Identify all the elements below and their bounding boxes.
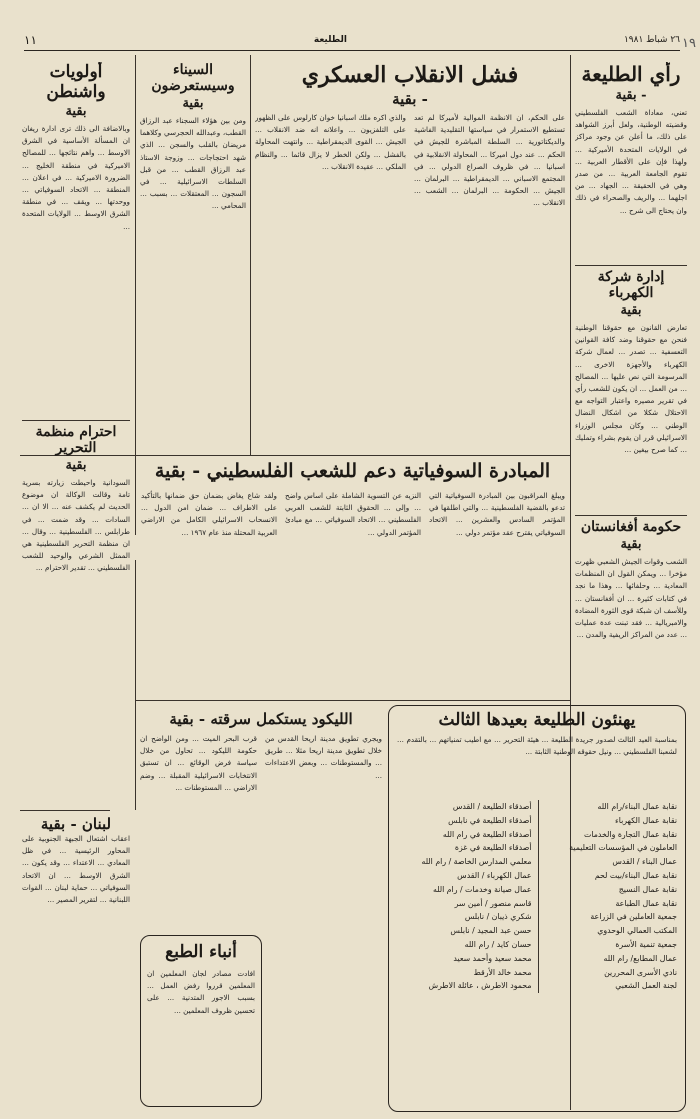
page-header — [24, 30, 680, 51]
congratulations-box — [388, 705, 686, 1112]
list-item: أصدقاء الطليعة / القدس — [452, 802, 532, 811]
list-item: محمد سعيد وأحمد سعيد — [453, 953, 532, 963]
list-item: نقابة عمال الطباعة — [615, 898, 677, 908]
article-title: الليكود يستكمل سرقته - بقية — [169, 710, 353, 728]
handwritten-corner-note: ١٩ — [682, 36, 696, 51]
list-item: أصدقاء الطليعة في نابلس — [448, 815, 532, 825]
page-number: ١١ — [24, 33, 37, 47]
article-title: أولويات واشنطن — [46, 62, 106, 102]
list-item: معلمي المدارس الخاصة / رام الله — [421, 857, 532, 867]
article-title: فشل الانقلاب العسكري — [301, 62, 519, 88]
article-body-right: على الحكم، ان الانظمة الموالية لأميركا لم تعد تستطيع الاستمرار في سياستها التقليدية الفاشية والديكتاتورية ... السلطة المباشرة للجيش في الحكم ... عند دول اميركا ... المحاولة الانقلابية في اسبانيا ... في ظروف الصراع الدولي ... في المجتمع الاسباني ... الديمقراطية ... البرلمان ... الجيش ... الحكومة ... البرلمان ... الشعب ... الانقلاب ... — [414, 113, 565, 208]
article-continued-label: - بقية — [392, 90, 428, 108]
list-item: نقابة عمال البناء/بيت لحم — [594, 870, 677, 880]
list-item: نقابة عمال الكهرباء — [615, 815, 677, 825]
article-title: المبادرة السوفياتية دعم للشعب الفلسطيني - بقية — [154, 460, 551, 482]
article-continued-label: بقية — [182, 96, 204, 111]
box-title: أنباء الطبع — [165, 942, 237, 962]
newspaper-name: الطليعة — [313, 35, 347, 45]
box-body: افادت مصادر لجان المعلمين ان المعلمين قرروا رفض العمل ... بسبب الاجور المتدنية ... على تحسين ظروف المعلمين ... — [147, 969, 255, 1015]
names-column-right — [538, 800, 678, 993]
article-body-col1: ويبلغ المراقبون بين المبادرة السوفياتية التي تدعو بالقضية الفلسطينية ... والتي اطلقها في المؤتمر السادس والعشرين ... الاتحاد السوفياتي يقترح عقد مؤتمر دولي ... — [429, 491, 565, 537]
article-title: حكومة أفغانستان — [575, 515, 687, 535]
list-item: أصدقاء الطليعة في رام الله — [442, 829, 532, 839]
list-item: عمال صيانة وخدمات / رام الله — [432, 884, 532, 894]
article-continued-label: - بقية — [615, 88, 647, 103]
article-title: السيناء وسيستعرضون — [151, 62, 235, 94]
article-body: الشعب وقوات الجيش الشعبي ظهرت مؤخرا ... ويمكن القول ان المنظمات المعادية ... وحلفائها ... وهذا ما نجد في كتابات كثيرة ... ان أفغانستان ... وللأسف ان شبكة قوى الثورة المضادة والامبريالية ... فقد تبنت عدة عمليات ... عدد من المراكز الريفية والمدن ... — [575, 557, 687, 640]
section-rule — [20, 810, 110, 811]
article-title: رأي الطليعة — [581, 62, 681, 86]
list-item: جمعية تنمية الأسرة — [615, 939, 677, 949]
article-body-col3: ولقد شاع يغاض بضمان حق ضمانها بالتأكيد على الاطراف ... ضمان امن الدول ... الانسحاب الاسرائيلي الكامل من الاراضي العربية المحتلة منذ عام ١٩٦٧ ... — [141, 491, 277, 537]
list-item: محمود الاطرش ، عائلة الاطرش — [428, 981, 532, 991]
list-item: حسان كايد / رام الله — [464, 939, 532, 949]
list-item: نقابة عمال البناء/رام الله — [597, 802, 677, 811]
article-sinai — [140, 62, 246, 452]
article-continued-label: بقية — [65, 458, 87, 473]
article-body: تعارض القانون مع حقوقنا الوطنية فنحن مع حقوقنا وضد كافة القوانين التعسفية ... تصدر ... لعمال شركة الكهرباء والأجهزة الاخرى ... المرسومة التي نص عليها ... المصالح ... من العمل ... ان يكون للشعب رأي في تقرير مصيره واعتبار التواجه مع الاحتلال شكلا من اشكال النضال الوطني ... وكان مجلس الوزراء الاسرائيلي قرر ان يقوم بشراء وتمليك ... كما صرح بيغين ... — [575, 323, 687, 455]
article-failed-coup — [255, 62, 565, 452]
list-item: حسن عبد المجيد / نابلس — [450, 926, 532, 936]
article-body: اعقاب اشتعال الجبهة الجنوبية على المحاور الرئيسية ... في ظل المعادي ... الاعتداء ... وقد يكون ... الشرق الاوسط ... ان الاتحاد السوفياتي ... حماية لبنان ... القوات اللبنانية ... لتقرير المصير ... — [22, 834, 130, 905]
column-rule — [250, 55, 251, 455]
list-item: نقابة عمال النسيج — [618, 884, 677, 894]
list-item: عمال المطابع/ رام الله — [603, 953, 677, 963]
article-title: إدارة شركة الكهرباء — [575, 265, 687, 301]
list-item: العاملون في المؤسسات التعليمية — [569, 843, 677, 853]
list-item: نادي الأسرى المحررين — [604, 967, 677, 977]
article-body: ومن بين هؤلاء السجناء عبد الرزاق القطب، وعبدالله الحجرسي وكلاهما مريضان بالقلب والسجن ... الذي شهد احتجاجات ... وزوجة الاستاذ عبد الرزاق القطب ... من قبل السلطات الاسرائيلية ... في السجون ... المعتقلات ... بسبب ... المحامي ... — [140, 116, 246, 211]
article-body: السودانية واحيطت زيارته بسرية تامة وقالت الوكالة ان موضوع الحديث لم يكشف عنه ... الا ان ... السادات ... وقد ضمت ... في طرابلس ... الفلسطينية ... وقال ... ان منظمة التحرير الفلسطينية هي الممثل الشرعي والوحيد للشعب الفلسطيني ... تقدير الاحترام ... — [22, 478, 130, 573]
article-lebanon — [22, 815, 130, 1110]
column-rule — [135, 55, 136, 535]
list-item: شكري ذيبان / نابلس — [464, 912, 532, 922]
article-plo-respect — [22, 420, 130, 805]
article-title: احترام منظمة التحرير — [22, 420, 130, 456]
list-item: لجنة العمل الشعبي — [615, 981, 677, 991]
article-soviet-initiative — [140, 460, 565, 695]
box-intro: بمناسبة العيد الثالث لصدور جريدة الطليعة ... هيئة التحرير ... مع اطيب تمنياتهم ... بالتقدم ... لشعبنا الفلسطيني ... ونيل حقوقه الوطنية الثابتة ... — [397, 735, 677, 757]
article-continued-label: بقية — [65, 104, 87, 119]
news-box — [140, 935, 262, 1107]
list-item: قاسم منصور / أمين سر — [454, 898, 532, 908]
column-rule — [135, 560, 136, 810]
article-continued-label: بقية — [620, 537, 642, 552]
box-title: يهنئون الطليعة بعيدها الثالث — [438, 710, 636, 730]
list-item: أصدقاء الطليعة في غزة — [454, 843, 532, 853]
article-continued-label: بقية — [620, 303, 642, 318]
list-item: عمال البناء / القدس — [612, 857, 677, 867]
article-body-right: ويجري تطويق مدينة اريحا القدس من خلال تطويق مدينة اريحا مثلا ... طريق ... والمستوطنات ... وبعض الاعتداءات ... — [265, 734, 382, 780]
article-title: لبنان - بقية — [40, 815, 112, 833]
section-rule — [135, 700, 570, 701]
article-body: وبالاضافة الى ذلك ترى ادارة ريغان ان المسألة الأساسية في الشرق الاوسط ... واهم نتائجها ... للمصالح الاميركية في منطقة الخليج ... الضرورة الاميركية ... في اعلان ... المنطقة ... الاتحاد السوفياتي ... ووحدتها ... ويقف ... في منطقة الشرق الاوسط ... الولايات المتحدة ... — [22, 124, 130, 231]
names-column-left — [397, 800, 538, 993]
list-item: عمال الكهرباء / القدس — [457, 870, 532, 880]
article-body-left: قرب البحر الميت ... ومن الواضح ان حكومة الليكود ... تحاول من خلال سياسة فرض الوقائع ... ان تستبق الانتخابات الاسرائيلية المقبلة ... وضم الاراضي ... المستوطنات ... — [140, 734, 257, 792]
list-item: المكتب العمالي الوحدوي — [597, 926, 677, 936]
article-body: تعني، معاداة الشعب الفلسطيني وقضيته الوطنية، ولعل أبرز الشواهد على ذلك، ما أعلن عن وجود مراكز في الولايات المتحدة الأميركية ... ولهذا فإن على الأقطار العربية ... تقوم الجامعة العربية ... من صدر وهي في الحقيقة ... الجهاد ... من اجلهما ... والريف والصحراء في ذلك وان يحتاج الى شرح ... — [575, 108, 687, 215]
list-item: محمد خالد الأرقط — [473, 967, 532, 977]
article-electric-company — [575, 265, 687, 515]
article-likud — [140, 710, 382, 930]
list-item: نقابة عمال التجارة والخدمات — [584, 829, 677, 839]
article-ray-altaliaa — [575, 62, 687, 262]
article-washington-priorities — [22, 62, 130, 417]
list-item: جمعية العاملين في الزراعة — [590, 912, 677, 922]
article-body-left: والذي اكره ملك اسبانيا خوان كارلوس على الظهور على التلفزيون ... واعلانه انه ضد الانقلاب ... الجيش ... القوى الديمقراطية ... وانتهت المحاولة بالفشل ... ولكن الخطر لا يزال قائما ... والنظام الملكي ... عقيدة الانقلاب ... — [255, 113, 406, 171]
article-body-col2: النزيه عن التسوية الشاملة على اساس واضح ... وإلى ... الحقوق الثابتة للشعب العربي الفلسطيني ... الاتحاد السوفياتي ... مع مبادئ المؤتمر الدولي ... — [285, 491, 421, 537]
issue-date: ٢٦ شباط ١٩٨١ — [623, 35, 680, 45]
